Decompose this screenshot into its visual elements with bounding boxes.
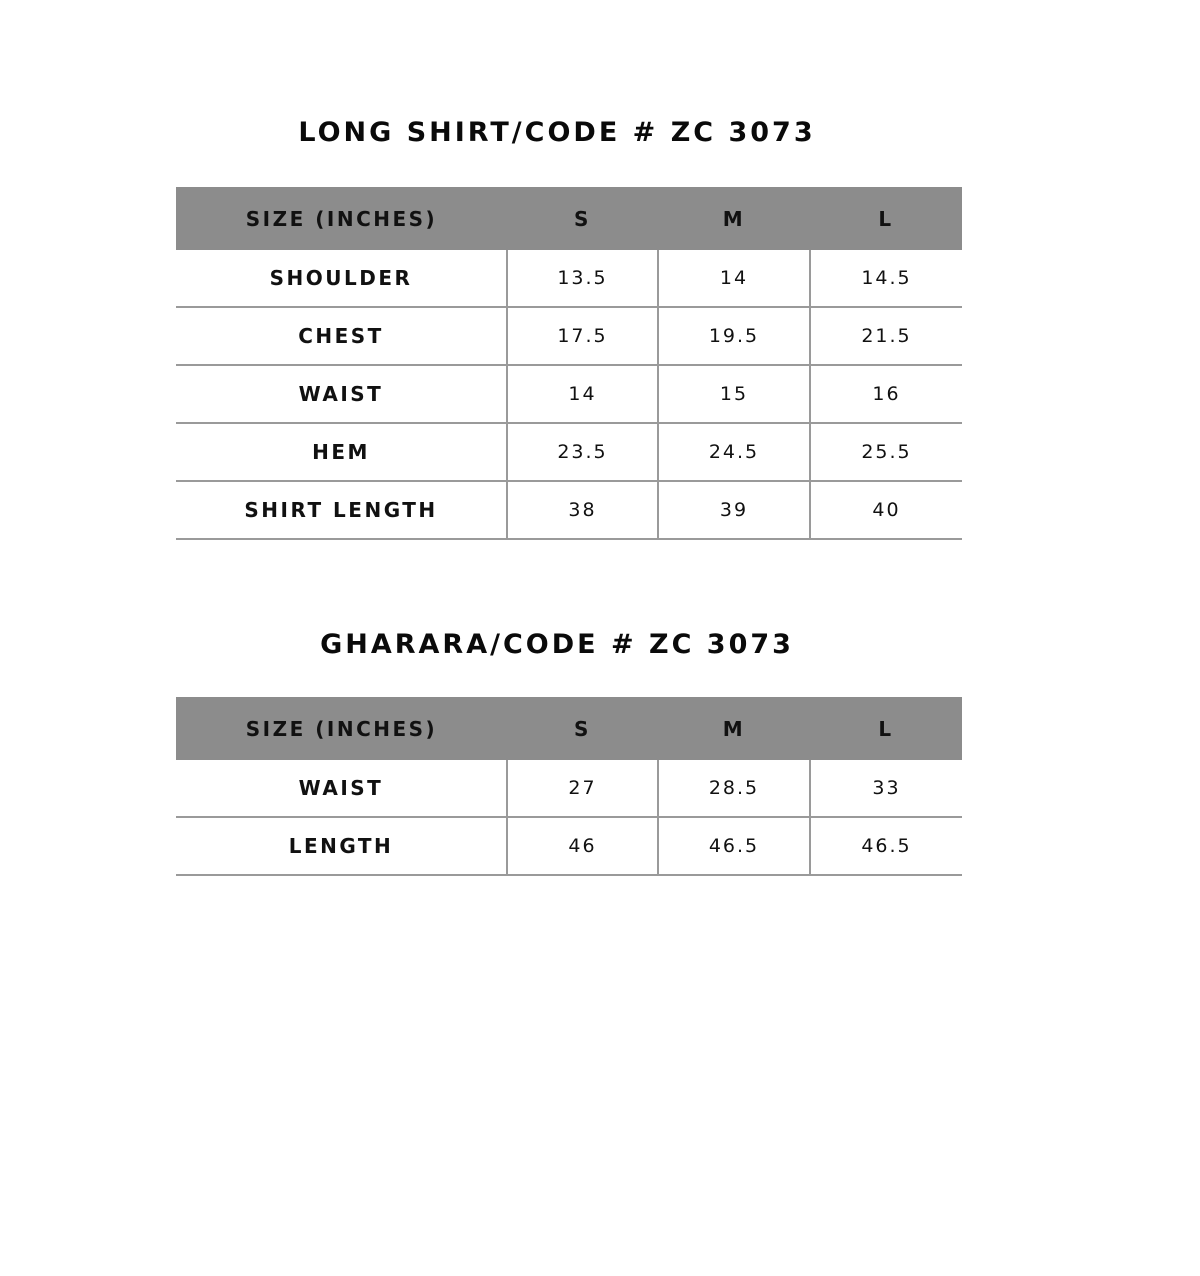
table-row (176, 365, 962, 423)
row-label: WAIST (176, 760, 507, 817)
table-row (176, 307, 962, 365)
cell-value-s: 14 (507, 365, 658, 423)
cell-value-l: 25.5 (810, 423, 962, 481)
cell-value-s: 38 (507, 481, 658, 539)
cell-value-m: 24.5 (658, 423, 810, 481)
cell-value-l: 40 (810, 481, 962, 539)
header-size-l: L (810, 187, 962, 250)
table-header-row (176, 697, 962, 760)
cell-value-l: 21.5 (810, 307, 962, 365)
row-label: SHIRT LENGTH (176, 481, 507, 539)
table-header-row (176, 187, 962, 250)
header-size-inches: SIZE (INCHES) (176, 187, 507, 250)
header-size-m: M (658, 697, 810, 760)
cell-value-l: 46.5 (810, 817, 962, 875)
cell-value-m: 46.5 (658, 817, 810, 875)
table-row (176, 481, 962, 539)
cell-value-s: 46 (507, 817, 658, 875)
table-row (176, 760, 962, 817)
cell-value-s: 27 (507, 760, 658, 817)
row-label: HEM (176, 423, 507, 481)
table-row (176, 423, 962, 481)
cell-value-m: 19.5 (658, 307, 810, 365)
row-label: CHEST (176, 307, 507, 365)
header-size-l: L (810, 697, 962, 760)
cell-value-m: 28.5 (658, 760, 810, 817)
row-label: LENGTH (176, 817, 507, 875)
header-size-m: M (658, 187, 810, 250)
cell-value-m: 14 (658, 250, 810, 307)
long-shirt-table-title: LONG SHIRT/CODE # ZC 3073 (298, 117, 816, 148)
cell-value-l: 33 (810, 760, 962, 817)
gharara-table-title: GHARARA/CODE # ZC 3073 (320, 629, 794, 660)
header-size-s: S (507, 187, 658, 250)
cell-value-s: 17.5 (507, 307, 658, 365)
cell-value-m: 39 (658, 481, 810, 539)
row-label: WAIST (176, 365, 507, 423)
table-row (176, 817, 962, 875)
header-size-s: S (507, 697, 658, 760)
table-row (176, 250, 962, 307)
cell-value-s: 13.5 (507, 250, 658, 307)
cell-value-l: 14.5 (810, 250, 962, 307)
cell-value-m: 15 (658, 365, 810, 423)
cell-value-l: 16 (810, 365, 962, 423)
gharara-size-table (176, 697, 962, 876)
cell-value-s: 23.5 (507, 423, 658, 481)
long-shirt-size-table (176, 187, 962, 540)
row-label: SHOULDER (176, 250, 507, 307)
header-size-inches: SIZE (INCHES) (176, 697, 507, 760)
